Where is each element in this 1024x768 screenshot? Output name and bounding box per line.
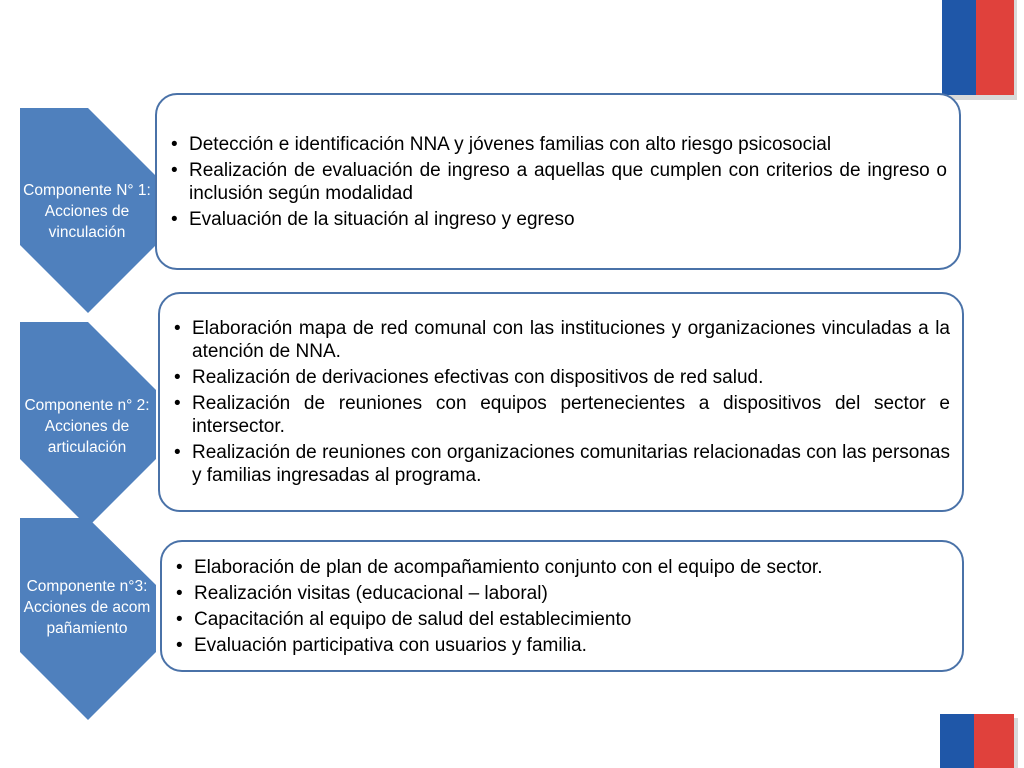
list-item: • Evaluación de la situación al ingreso y egreso	[167, 208, 947, 231]
component-1-list	[167, 130, 947, 234]
flag-bottom-icon	[940, 714, 1018, 768]
list-item: • Realización de derivaciones efectivas con dispositivos de red salud.	[170, 366, 950, 389]
list-item: • Realización de evaluación de ingreso a aquellas que cumplen con criterios de ingreso o inclusión según modalidad	[167, 159, 947, 205]
list-item: • Realización de reuniones con equipos pertenecientes a dispositivos del sector e intersector.	[170, 392, 950, 438]
list-item: • Realización visitas (educacional – laboral)	[172, 582, 950, 605]
component-1-box	[155, 93, 961, 270]
component-3-label: Componente n°3: Acciones de acompañamiento	[23, 578, 151, 637]
list-item: • Evaluación participativa con usuarios y familia.	[172, 634, 950, 657]
list-item: • Realización de reuniones con organizaciones comunitarias relacionadas con las personas y familias ingresadas al programa.	[170, 441, 950, 487]
flag-top-icon	[942, 0, 1017, 100]
component-2-label: Componente n° 2: Acciones de articulación	[24, 397, 150, 456]
list-item: • Capacitación al equipo de salud del establecimiento	[172, 608, 950, 631]
component-2-list	[170, 314, 950, 490]
component-3-list	[172, 553, 950, 660]
list-item: • Detección e identificación NNA y jóvenes familias con alto riesgo psicosocial	[167, 133, 947, 156]
component-1-label: Componente N° 1: Acciones de vinculación	[23, 182, 151, 241]
component-2-box	[158, 292, 964, 512]
list-item: • Elaboración de plan de acompañamiento conjunto con el equipo de sector.	[172, 556, 950, 579]
list-item: • Elaboración mapa de red comunal con las instituciones y organizaciones vinculadas a la atención de NNA.	[170, 317, 950, 363]
component-3-box	[160, 540, 964, 672]
